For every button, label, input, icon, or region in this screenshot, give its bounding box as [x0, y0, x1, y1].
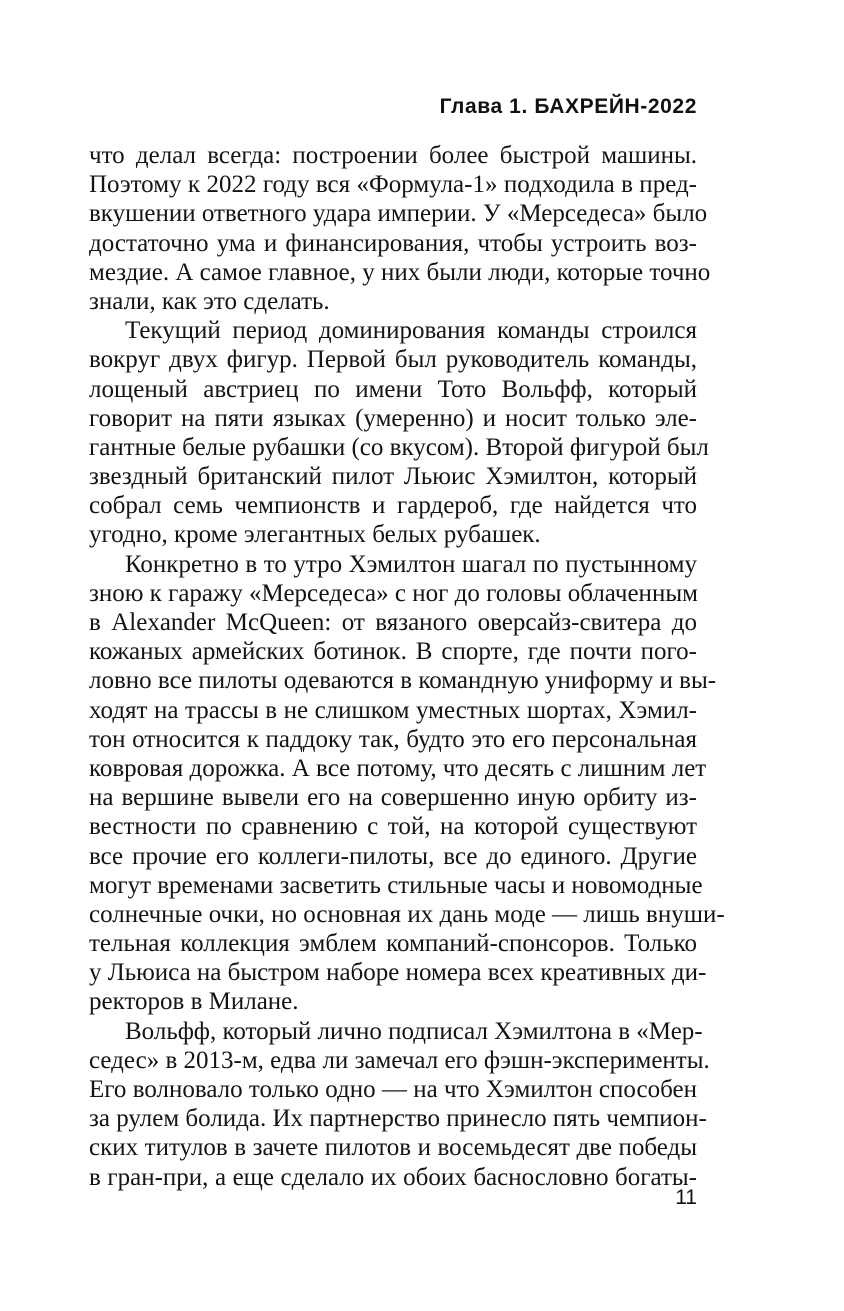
text-line: достаточно ума и финансирования, чтобы устроить воз-	[89, 229, 697, 257]
page-number: 11	[675, 1186, 697, 1209]
text-line: вестности по сравнению с той, на которой существуют	[89, 813, 697, 841]
text-line: в гран-при, а еще сделало их обоих баснословно богаты-	[89, 1163, 697, 1191]
text-line: ловно все пилоты одеваются в командную униформу и вы-	[89, 667, 717, 695]
text-line: зною к гаражу «Мерседеса» с ног до головы облаченным	[89, 579, 698, 607]
text-line: в Alexander McQueen: от вязаного оверсайз-свитера до	[89, 609, 697, 636]
text-line: Вольфф, который лично подписал Хэмилтона в «Мер-	[125, 1017, 703, 1045]
text-line: ходят на трассы в не слишком уместных шортах, Хэмил-	[89, 696, 697, 724]
text-line: что делал всегда: построении более быстрой машины.	[89, 142, 697, 169]
text-line: ских титулов в зачете пилотов и восемьдесят две победы	[89, 1134, 697, 1162]
text-line: ректоров в Милане.	[89, 988, 299, 1016]
text-line: Конкретно в то утро Хэмилтон шагал по пустынному	[125, 550, 697, 578]
text-line: седес» в 2013-м, едва ли замечал его фэшн-эксперименты.	[89, 1046, 710, 1074]
text-line: на вершине вывели его на совершенно иную орбиту из-	[89, 784, 697, 812]
text-line: все прочие его коллеги-пилоты, все до единого. Другие	[89, 842, 697, 870]
text-line: за рулем болида. Их партнерство принесло пять чемпион-	[89, 1105, 707, 1133]
text-line: знали, как это сделать.	[89, 287, 330, 315]
text-line: вкушении ответного удара империи. У «Мерседеса» было	[89, 200, 708, 228]
body-text	[89, 141, 725, 1192]
text-line: вокруг двух фигур. Первой был руководитель команды,	[89, 346, 697, 374]
text-line: говорит на пяти языках (умеренно) и носит только эле-	[89, 404, 697, 432]
text-line: Его волновало только одно — на что Хэмилтон способен	[89, 1076, 697, 1103]
text-line: гантные белые рубашки (со вкусом). Второй фигурой был	[89, 433, 709, 461]
text-line: ковровая дорожка. А все потому, что десять с лишним лет	[89, 754, 707, 782]
text-line: лощеный австриец по имени Тото Вольфф, который	[89, 375, 697, 403]
running-header: Глава 1. БАХРЕЙН-2022	[439, 95, 697, 118]
paragraph-3	[89, 550, 725, 1017]
text-line: звездный британский пилот Льюис Хэмилтон, который	[89, 463, 697, 491]
text-line: у Льюиса на быстром наборе номера всех креативных ди-	[89, 959, 707, 987]
text-line: угодно, кроме элегантных белых рубашек.	[89, 521, 541, 549]
paragraph-4	[89, 1017, 710, 1192]
text-line: мездие. А самое главное, у них были люди, которые точно	[89, 258, 711, 286]
text-line: солнечные очки, но основная их дань моде — лишь внуши-	[89, 900, 725, 928]
text-line: собрал семь чемпионств и гардероб, где найдется что	[89, 492, 697, 520]
text-line: могут временами засветить стильные часы и новомодные	[89, 871, 703, 899]
text-line: Поэтому к 2022 году вся «Формула-1» подходила в пред-	[89, 171, 697, 199]
paragraph-2	[89, 316, 709, 550]
paragraph-1	[89, 141, 711, 316]
text-line: тельная коллекция эмблем компаний-спонсоров. Только	[89, 930, 697, 958]
text-line: Текущий период доминирования команды строился	[125, 317, 697, 345]
text-line: кожаных армейских ботинок. В спорте, где почти пого-	[89, 638, 697, 666]
text-line: тон относится к паддоку так, будто это его персональная	[89, 725, 697, 753]
